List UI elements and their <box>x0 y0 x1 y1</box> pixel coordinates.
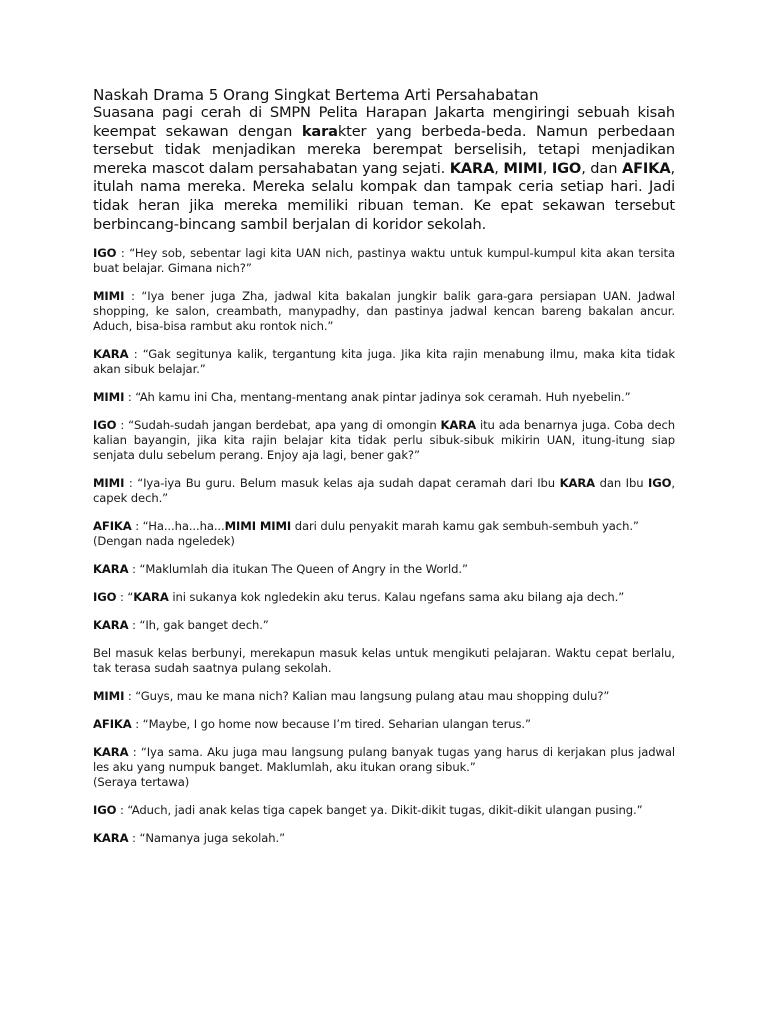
dialogue-line <box>93 803 675 818</box>
intro-bold-kara: kara <box>301 122 338 140</box>
separator: : <box>124 390 136 405</box>
separator: : <box>116 803 128 818</box>
dialogue-line <box>93 590 675 605</box>
character-name: KARA <box>440 418 477 433</box>
dialogue-line <box>93 717 675 732</box>
narration-paragraph: Bel masuk kelas berbunyi, merekapun masuk kelas untuk mengikuti pelajaran. Waktu cepat berlalu, tak terasa sudah saatnya pulang sekolah. <box>93 646 675 676</box>
separator: : <box>128 618 140 633</box>
dialogue-text: “Sudah-sudah jangan berdebat, apa yang di omongin <box>128 418 441 433</box>
character-name-mimi: MIMI <box>503 159 543 177</box>
separator: : <box>116 418 129 433</box>
speaker-name: KARA <box>93 831 129 846</box>
dialogue-text: “Guys, mau ke mana nich? Kalian mau langsung pulang atau mau shopping dulu?” <box>135 689 610 704</box>
intro-paragraph <box>93 104 675 234</box>
speaker-name: IGO <box>93 246 117 261</box>
stage-direction: (Dengan nada ngeledek) <box>93 534 235 549</box>
dialogue-text: “Gak segitunya kalik, tergantung kita juga. Jika kita rajin menabung ilmu, maka kita tidak akan sibuk belajar.” <box>93 347 675 377</box>
dialogue-text: , capek dech.” <box>93 476 675 506</box>
dialogue-line <box>93 831 675 846</box>
dialogue-text: “Maklumlah dia itukan The Queen of Angry in the World.” <box>139 562 468 577</box>
dialogue-line <box>93 390 675 405</box>
speaker-name: MIMI <box>93 689 125 704</box>
dialogue-text: “Hey sob, sebentar lagi kita UAN nich, pastinya waktu untuk kumpul-kumpul kita akan tersita buat belajar. Gimana nich?” <box>93 246 676 276</box>
dialogue-line <box>93 562 675 577</box>
dialogue-text: “Maybe, I go home now because I’m tired. Seharian ulangan terus.” <box>142 717 531 732</box>
dialogue-line <box>93 418 675 463</box>
dialogue-text: “Iya bener juga Zha, jadwal kita bakalan jungkir balik gara-gara persiapan UAN. Jadwal shopping, ke salon, creambath, manypadhy, dan pastinya jadwal kencan bareng bakalan ancur. Aduch, bisa-bisa rambut aku rontok nich.” <box>93 289 675 334</box>
separator: : <box>131 519 143 534</box>
separator: : <box>116 246 130 261</box>
separator: : <box>128 745 141 760</box>
dialogue-text: “Iya-iya Bu guru. Belum masuk kelas aja sudah dapat ceramah dari Ibu <box>137 476 560 491</box>
character-name: KARA <box>559 476 596 491</box>
speaker-name: KARA <box>93 745 129 760</box>
separator: , <box>542 159 552 177</box>
separator: : <box>128 562 140 577</box>
character-name: MIMI MIMI <box>224 519 292 534</box>
dialogue-text: “Iya sama. Aku juga mau langsung pulang banyak tugas yang harus di kerjakan plus jadwal les aku yang numpuk banget. Maklumlah, aku itukan orang sibuk.” <box>93 745 675 775</box>
separator: : <box>116 590 128 605</box>
document-title: Naskah Drama 5 Orang Singkat Bertema Arti Persahabatan <box>93 86 539 104</box>
dialogue-line <box>93 689 675 704</box>
character-name-afika: AFIKA <box>621 159 671 177</box>
speaker-name: MIMI <box>93 289 125 304</box>
separator: : <box>128 831 140 846</box>
dialogue-line <box>93 347 675 377</box>
separator: : <box>131 717 143 732</box>
separator: : <box>124 476 138 491</box>
dialogue-text: dari dulu penyakit marah kamu gak sembuh-sembuh yach.” <box>291 519 639 534</box>
speaker-name: MIMI <box>93 476 125 491</box>
character-name: KARA <box>133 590 169 605</box>
speaker-name: IGO <box>93 590 117 605</box>
dialogue-text: itu ada benarnya juga. Coba dech kalian bayangin, jika kita rajin belajar kita tidak perlu sibuk-sibuk mikirin UAN, itung-itung siap senjata dulu sebelum perang. Enjoy aja lagi, bener gak?” <box>93 418 676 463</box>
dialogue-text: dan Ibu <box>595 476 649 491</box>
speaker-name: IGO <box>93 803 117 818</box>
dialogue-text: “Ha...ha...ha... <box>142 519 225 534</box>
dialogue-text: “Ih, gak banget dech.” <box>139 618 269 633</box>
dialogue-text: ini sukanya kok ngledekin aku terus. Kalau ngefans sama aku bilang aja dech.” <box>168 590 625 605</box>
separator: , <box>494 159 504 177</box>
character-name-igo: IGO <box>551 159 582 177</box>
separator: : <box>124 689 136 704</box>
speaker-name: KARA <box>93 347 129 362</box>
dialogue-line <box>93 618 675 633</box>
speaker-name: MIMI <box>93 390 125 405</box>
intro-text: , itulah nama mereka. Mereka selalu kompak dan tampak ceria setiap hari. Jadi tidak heran jika mereka memiliki ribuan teman. Ke epat sekawan tersebut berbincang-bincang sambil berjalan di koridor sekolah. <box>93 159 675 233</box>
intro-text: kter yang berbeda-beda. Namun perbedaan tersebut tidak menjadikan mereka berempat berselisih, tetapi menjadikan mereka mascot dalam persahabatan yang sejati. <box>93 122 676 177</box>
speaker-name: AFIKA <box>93 519 132 534</box>
dialogue-line <box>93 246 675 276</box>
document-page <box>93 86 675 859</box>
dialogue-line <box>93 519 675 549</box>
dialogue-text: “Namanya juga sekolah.” <box>139 831 285 846</box>
character-name: IGO <box>648 476 672 491</box>
dialogue-text: “ <box>127 590 134 605</box>
intro-text: Suasana pagi cerah di SMPN Pelita Harapan Jakarta mengiringi sebuah kisah keempat sekawan dengan <box>93 104 675 140</box>
character-name-kara: KARA <box>449 159 495 177</box>
dialogue-text: “Ah kamu ini Cha, mentang-mentang anak pintar jadinya sok ceramah. Huh nyebelin.” <box>135 390 631 405</box>
dialogue-line <box>93 745 675 790</box>
stage-direction: (Seraya tertawa) <box>93 775 190 790</box>
dialogue-line <box>93 476 675 506</box>
speaker-name: IGO <box>93 418 117 433</box>
speaker-name: KARA <box>93 618 129 633</box>
speaker-name: KARA <box>93 562 129 577</box>
dialogue-text: “Aduch, jadi anak kelas tiga capek banget ya. Dikit-dikit tugas, dikit-dikit ulangan pusing.” <box>127 803 643 818</box>
separator: : <box>124 289 142 304</box>
speaker-name: AFIKA <box>93 717 132 732</box>
dialogue-line <box>93 289 675 334</box>
separator: , dan <box>581 159 622 177</box>
separator: : <box>128 347 143 362</box>
